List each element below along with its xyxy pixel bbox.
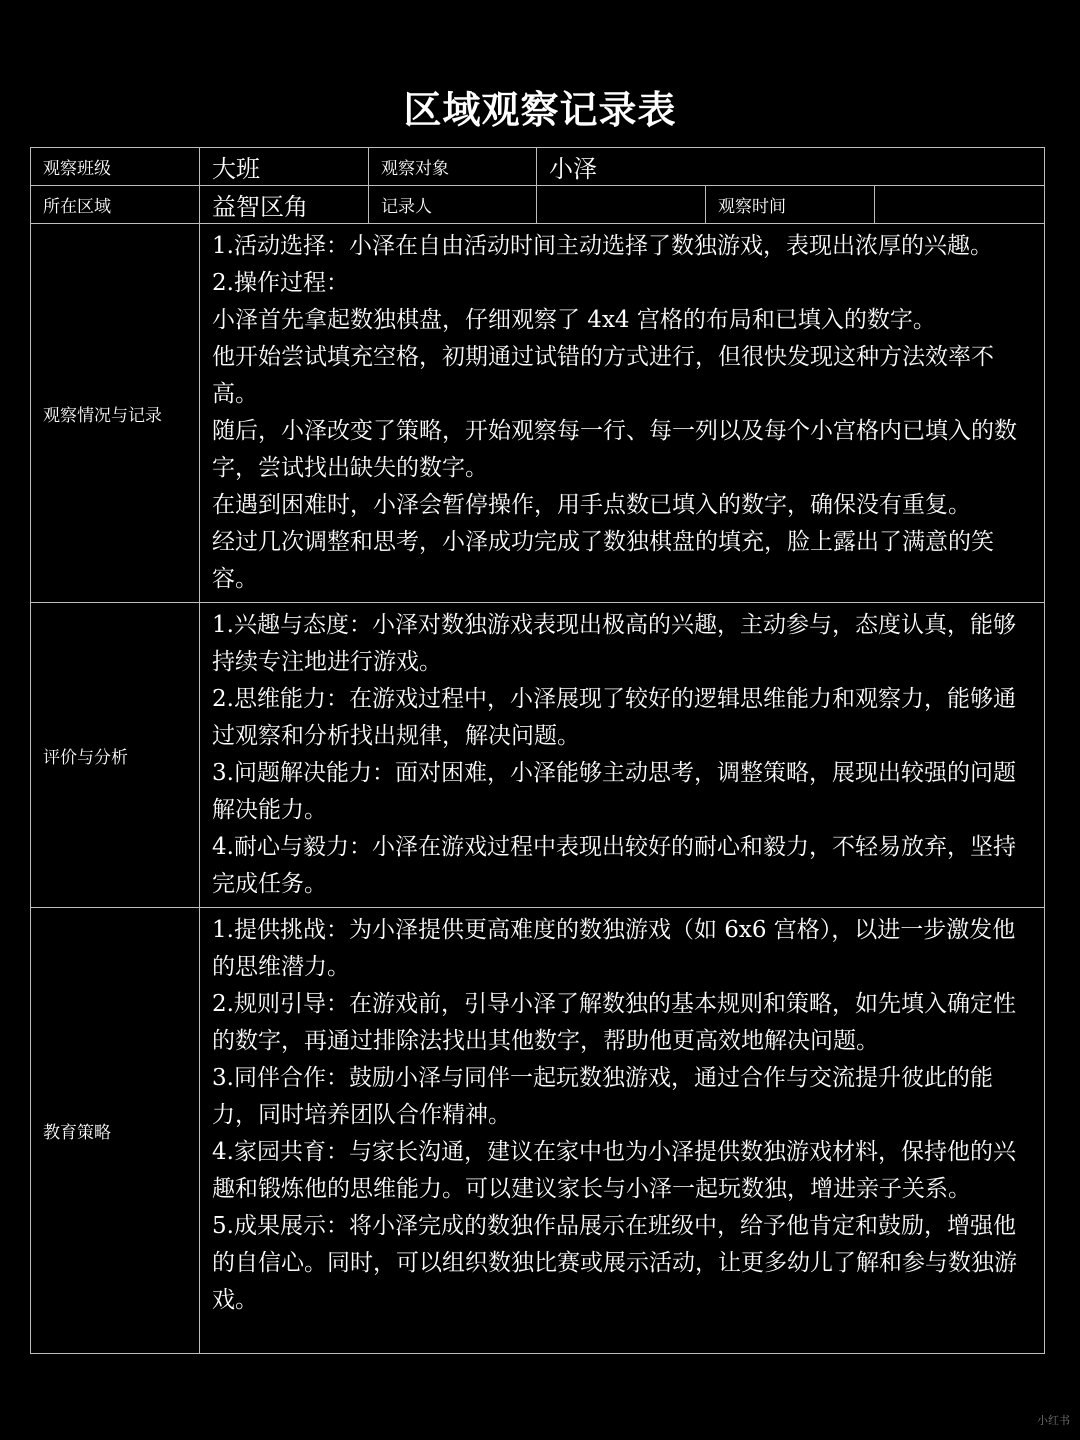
evaluation-content [200,603,1045,908]
record-table [30,147,1045,1354]
evaluation-paragraph: 4.耐心与毅力：小泽在游戏过程中表现出较好的耐心和毅力，不轻易放弃，坚持完成任务。 [212,834,1016,897]
class-value: 大班 [200,148,369,186]
observation-paragraph: 随后，小泽改变了策略，开始观察每一行、每一列以及每个小宫格内已填入的数字，尝试找出缺失的数字。 [212,418,1017,481]
evaluation-paragraph: 3.问题解决能力：面对困难，小泽能够主动思考，调整策略，展现出较强的问题解决能力。 [212,760,1016,823]
time-label: 观察时间 [706,186,875,224]
class-label: 观察班级 [31,148,200,186]
recorder-label: 记录人 [369,186,537,224]
observation-paragraph: 在遇到困难时，小泽会暂停操作，用手点数已填入的数字，确保没有重复。 [212,492,971,518]
strategy-paragraph: 2.规则引导：在游戏前，引导小泽了解数独的基本规则和策略，如先填入确定性的数字，再通过排除法找出其他数字，帮助他更高效地解决问题。 [212,991,1016,1054]
subject-value: 小泽 [537,148,1045,186]
strategy-paragraph: 3.同伴合作：鼓励小泽与同伴一起玩数独游戏，通过合作与交流提升彼此的能力，同时培养团队合作精神。 [212,1065,993,1128]
observation-label: 观察情况与记录 [31,224,200,603]
section-row-observation [31,224,1045,603]
evaluation-label: 评价与分析 [31,603,200,908]
observation-paragraph: 1.活动选择：小泽在自由活动时间主动选择了数独游戏，表现出浓厚的兴趣。 [212,233,993,259]
page-title: 区域观察记录表 [403,88,677,132]
area-label: 所在区域 [31,186,200,224]
watermark-logo: 小红书 [1037,1414,1070,1427]
section-row-strategy [31,908,1045,1354]
observation-content [200,224,1045,603]
area-value: 益智区角 [200,186,369,224]
evaluation-paragraph: 2.思维能力：在游戏过程中，小泽展现了较好的逻辑思维能力和观察力，能够通过观察和分析找出规律，解决问题。 [212,686,1016,749]
observation-paragraph: 2.操作过程： [212,270,349,296]
time-value [875,186,1045,224]
recorder-value [537,186,706,224]
strategy-paragraph: 4.家园共育：与家长沟通，建议在家中也为小泽提供数独游戏材料，保持他的兴趣和锻炼他的思维能力。可以建议家长与小泽一起玩数独，增进亲子关系。 [212,1139,1016,1202]
strategy-label: 教育策略 [31,908,200,1354]
observation-paragraph: 经过几次调整和思考，小泽成功完成了数独棋盘的填充，脸上露出了满意的笑容。 [212,529,994,592]
evaluation-paragraph: 1.兴趣与态度：小泽对数独游戏表现出极高的兴趣，主动参与，态度认真，能够持续专注地进行游戏。 [212,612,1016,675]
observation-paragraph: 小泽首先拿起数独棋盘，仔细观察了 4x4 宫格的布局和已填入的数字。 [212,307,936,333]
subject-label: 观察对象 [369,148,537,186]
section-row-evaluation [31,603,1045,908]
header-row-class [31,148,1045,186]
header-row-area [31,186,1045,224]
strategy-content [200,908,1045,1354]
observation-paragraph: 他开始尝试填充空格，初期通过试错的方式进行，但很快发现这种方法效率不高。 [212,344,994,407]
strategy-paragraph: 1.提供挑战：为小泽提供更高难度的数独游戏（如 6x6 宫格），以进一步激发他的思维潜力。 [212,917,1016,980]
strategy-paragraph: 5.成果展示：将小泽完成的数独作品展示在班级中，给予他肯定和鼓励，增强他的自信心。同时，可以组织数独比赛或展示活动，让更多幼儿了解和参与数独游戏。 [212,1213,1017,1313]
